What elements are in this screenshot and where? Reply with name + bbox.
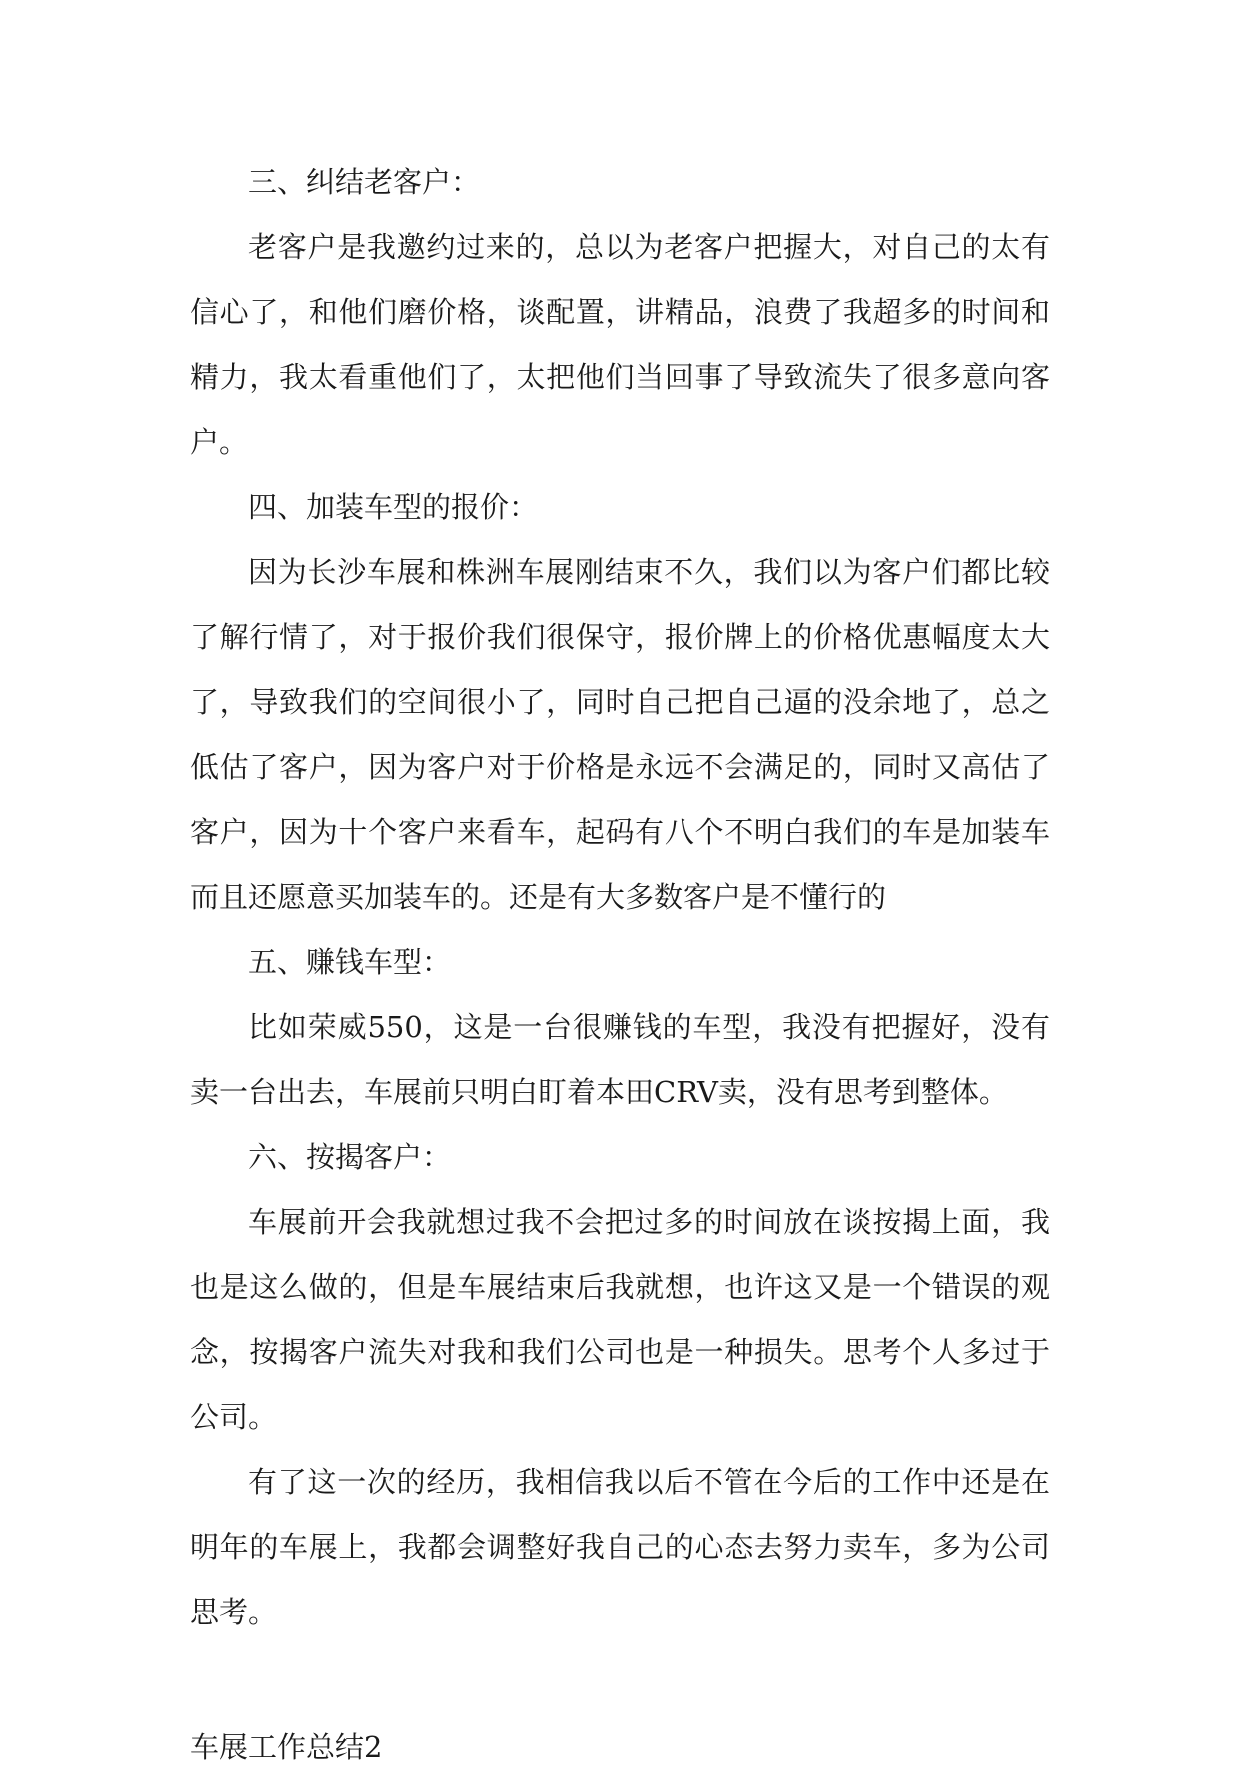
section-heading: 四、加装车型的报价： <box>248 490 539 524</box>
next-section-title: 车展工作总结2 <box>190 1730 383 1764</box>
spacer <box>190 1645 1050 1715</box>
closing-paragraph: 有了这一次的经历，我相信我以后不管在今后的工作中还是在明年的车展上，我都会调整好我自己的心态去努力卖车，多为公司思考。 <box>190 1465 1050 1629</box>
section-paragraph: 老客户是我邀约过来的，总以为老客户把握大，对自己的太有信心了，和他们磨价格，谈配置，讲精品，浪费了我超多的时间和精力，我太看重他们了，太把他们当回事了导致流失了很多意向客户。 <box>190 230 1050 459</box>
section-heading: 六、按揭客户： <box>248 1140 452 1174</box>
section-heading: 三、纠结老客户： <box>248 165 481 199</box>
section-paragraph: 比如荣威550，这是一台很赚钱的车型，我没有把握好，没有卖一台出去，车展前只明白盯着本田CRV卖，没有思考到整体。 <box>190 1010 1050 1109</box>
section-heading: 五、赚钱车型： <box>248 945 452 979</box>
section-paragraph: 因为长沙车展和株洲车展刚结束不久，我们以为客户们都比较了解行情了，对于报价我们很保守，报价牌上的价格优惠幅度太大了，导致我们的空间很小了，同时自己把自己逼的没余地了，总之低估了客户，因为客户对于价格是永远不会满足的，同时又高估了客户，因为十个客户来看车，起码有八个不明白我们的车是加装车而且还愿意买加装车的。还是有大多数客户是不懂行的 <box>190 555 1050 914</box>
section-paragraph: 车展前开会我就想过我不会把过多的时间放在谈按揭上面，我也是这么做的，但是车展结束后我就想，也许这又是一个错误的观念，按揭客户流失对我和我们公司也是一种损失。思考个人多过于公司。 <box>190 1205 1050 1434</box>
document-body <box>190 150 1050 1780</box>
